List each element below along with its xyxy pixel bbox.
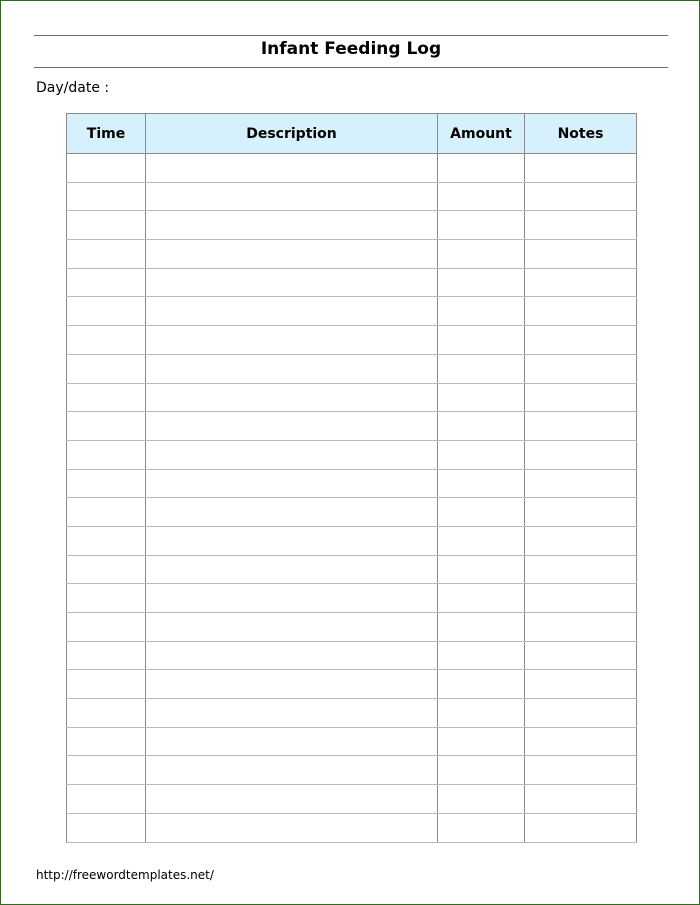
column-header-time: Time	[67, 114, 146, 154]
table-row	[67, 670, 637, 699]
table-row	[67, 412, 637, 441]
cell-description[interactable]	[146, 641, 438, 670]
cell-notes[interactable]	[525, 440, 637, 469]
table-row	[67, 182, 637, 211]
cell-notes[interactable]	[525, 785, 637, 814]
cell-time[interactable]	[67, 154, 146, 183]
cell-notes[interactable]	[525, 412, 637, 441]
table-row	[67, 440, 637, 469]
cell-time[interactable]	[67, 756, 146, 785]
table-row	[67, 641, 637, 670]
cell-amount[interactable]	[438, 584, 525, 613]
cell-amount[interactable]	[438, 756, 525, 785]
cell-amount[interactable]	[438, 613, 525, 642]
footer-url: http://freewordtemplates.net/	[36, 868, 214, 882]
cell-description[interactable]	[146, 211, 438, 240]
cell-description[interactable]	[146, 526, 438, 555]
cell-description[interactable]	[146, 412, 438, 441]
cell-notes[interactable]	[525, 182, 637, 211]
cell-notes[interactable]	[525, 727, 637, 756]
title-bottom-rule	[34, 67, 668, 68]
cell-amount[interactable]	[438, 785, 525, 814]
cell-time[interactable]	[67, 699, 146, 728]
cell-notes[interactable]	[525, 641, 637, 670]
table-row	[67, 498, 637, 527]
cell-amount[interactable]	[438, 240, 525, 269]
cell-amount[interactable]	[438, 699, 525, 728]
cell-notes[interactable]	[525, 154, 637, 183]
table-row	[67, 584, 637, 613]
cell-time[interactable]	[67, 354, 146, 383]
cell-time[interactable]	[67, 211, 146, 240]
cell-time[interactable]	[67, 326, 146, 355]
cell-time[interactable]	[67, 383, 146, 412]
cell-amount[interactable]	[438, 268, 525, 297]
cell-amount[interactable]	[438, 641, 525, 670]
cell-amount[interactable]	[438, 383, 525, 412]
table-row	[67, 469, 637, 498]
table-row	[67, 699, 637, 728]
cell-time[interactable]	[67, 440, 146, 469]
table-row	[67, 240, 637, 269]
cell-description[interactable]	[146, 154, 438, 183]
table-header-row	[67, 114, 637, 154]
cell-time[interactable]	[67, 785, 146, 814]
page-title: Infant Feeding Log	[260, 39, 442, 59]
table-row	[67, 756, 637, 785]
cell-time[interactable]	[67, 297, 146, 326]
cell-description[interactable]	[146, 268, 438, 297]
cell-description[interactable]	[146, 613, 438, 642]
cell-description[interactable]	[146, 555, 438, 584]
cell-time[interactable]	[67, 641, 146, 670]
cell-time[interactable]	[67, 584, 146, 613]
cell-amount[interactable]	[438, 727, 525, 756]
cell-notes[interactable]	[525, 699, 637, 728]
cell-time[interactable]	[67, 670, 146, 699]
cell-amount[interactable]	[438, 354, 525, 383]
cell-amount[interactable]	[438, 182, 525, 211]
cell-notes[interactable]	[525, 240, 637, 269]
cell-description[interactable]	[146, 584, 438, 613]
cell-description[interactable]	[146, 354, 438, 383]
cell-amount[interactable]	[438, 326, 525, 355]
cell-notes[interactable]	[525, 813, 637, 842]
cell-description[interactable]	[146, 699, 438, 728]
cell-amount[interactable]	[438, 154, 525, 183]
cell-notes[interactable]	[525, 670, 637, 699]
cell-notes[interactable]	[525, 297, 637, 326]
cell-amount[interactable]	[438, 813, 525, 842]
cell-amount[interactable]	[438, 297, 525, 326]
cell-description[interactable]	[146, 440, 438, 469]
cell-notes[interactable]	[525, 555, 637, 584]
cell-description[interactable]	[146, 813, 438, 842]
cell-notes[interactable]	[525, 268, 637, 297]
cell-amount[interactable]	[438, 555, 525, 584]
cell-description[interactable]	[146, 469, 438, 498]
table-row	[67, 813, 637, 842]
table-row	[67, 785, 637, 814]
cell-notes[interactable]	[525, 354, 637, 383]
cell-notes[interactable]	[525, 613, 637, 642]
cell-description[interactable]	[146, 297, 438, 326]
cell-time[interactable]	[67, 182, 146, 211]
cell-description[interactable]	[146, 756, 438, 785]
cell-description[interactable]	[146, 240, 438, 269]
cell-description[interactable]	[146, 727, 438, 756]
table-row	[67, 211, 637, 240]
table-row	[67, 297, 637, 326]
cell-notes[interactable]	[525, 326, 637, 355]
day-date-label: Day/date :	[36, 80, 110, 96]
cell-time[interactable]	[67, 469, 146, 498]
cell-description[interactable]	[146, 182, 438, 211]
cell-notes[interactable]	[525, 498, 637, 527]
cell-time[interactable]	[67, 613, 146, 642]
cell-time[interactable]	[67, 240, 146, 269]
cell-amount[interactable]	[438, 211, 525, 240]
column-header-description: Description	[146, 114, 438, 154]
cell-time[interactable]	[67, 526, 146, 555]
cell-notes[interactable]	[525, 211, 637, 240]
cell-amount[interactable]	[438, 469, 525, 498]
cell-description[interactable]	[146, 785, 438, 814]
cell-description[interactable]	[146, 383, 438, 412]
cell-amount[interactable]	[438, 526, 525, 555]
table-row	[67, 154, 637, 183]
cell-notes[interactable]	[525, 469, 637, 498]
feeding-log-table	[66, 113, 637, 843]
cell-time[interactable]	[67, 412, 146, 441]
cell-time[interactable]	[67, 727, 146, 756]
table-body	[67, 154, 637, 843]
cell-amount[interactable]	[438, 412, 525, 441]
cell-time[interactable]	[67, 555, 146, 584]
cell-amount[interactable]	[438, 498, 525, 527]
table-row	[67, 555, 637, 584]
table-row	[67, 383, 637, 412]
table-row	[67, 326, 637, 355]
cell-description[interactable]	[146, 670, 438, 699]
column-header-amount: Amount	[438, 114, 525, 154]
cell-amount[interactable]	[438, 670, 525, 699]
table-row	[67, 613, 637, 642]
cell-amount[interactable]	[438, 440, 525, 469]
table-row	[67, 727, 637, 756]
table-row	[67, 268, 637, 297]
cell-notes[interactable]	[525, 383, 637, 412]
table-row	[67, 354, 637, 383]
cell-notes[interactable]	[525, 526, 637, 555]
cell-notes[interactable]	[525, 756, 637, 785]
cell-time[interactable]	[67, 268, 146, 297]
cell-description[interactable]	[146, 498, 438, 527]
title-top-rule	[34, 35, 668, 36]
cell-description[interactable]	[146, 326, 438, 355]
cell-notes[interactable]	[525, 584, 637, 613]
cell-time[interactable]	[67, 498, 146, 527]
column-header-notes: Notes	[525, 114, 637, 154]
table-row	[67, 526, 637, 555]
cell-time[interactable]	[67, 813, 146, 842]
